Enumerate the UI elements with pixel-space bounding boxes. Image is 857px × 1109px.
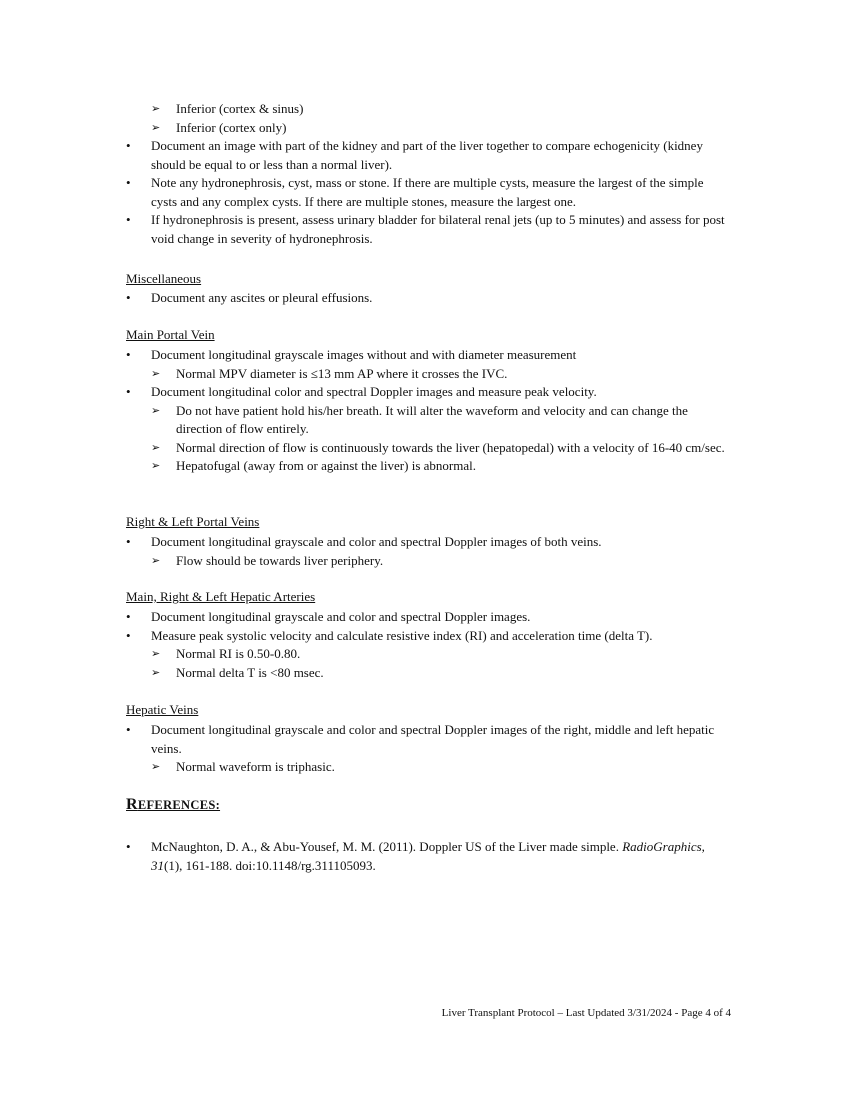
list-item: • Measure peak systolic velocity and calculate resistive index (RI) and acceleration time (delta T). <box>0 627 731 646</box>
kidney-list <box>0 100 857 248</box>
arrow-bullet-icon: ➢ <box>151 665 161 679</box>
hv-list <box>0 721 857 777</box>
list-item: ➢ Normal MPV diameter is ≤13 mm AP where it crosses the IVC. <box>0 365 732 384</box>
list-item: ➢ Normal delta T is <80 msec. <box>0 664 732 683</box>
references-heading: REFERENCES: <box>126 796 221 813</box>
list-item: • Note any hydronephrosis, cyst, mass or stone. If there are multiple cysts, measure the largest of the simple cysts and any complex cysts. If there are multiple stones, measure the largest one. <box>0 174 731 211</box>
list-item: • Document longitudinal color and spectral Doppler images and measure peak velocity. <box>0 383 731 402</box>
arrow-bullet-icon: ➢ <box>151 647 161 660</box>
rlpv-list <box>0 533 857 570</box>
arrow-bullet-icon: ➢ <box>151 102 161 115</box>
section-heading-miscellaneous: Miscellaneous <box>126 271 202 286</box>
list-item: ➢ Hepatofugal (away from or against the liver) is abnormal. <box>0 457 732 476</box>
arrow-bullet-icon: ➢ <box>151 366 161 380</box>
list-item: • Document longitudinal grayscale and color and spectral Doppler images of both veins. <box>0 533 731 552</box>
section-heading-right-left-portal-veins: Right & Left Portal Veins <box>126 514 260 529</box>
references-list <box>0 838 857 875</box>
page-footer: Liver Transplant Protocol – Last Updated 3/31/2024 - Page 4 of 4 <box>441 1007 731 1019</box>
list-item: • Document longitudinal grayscale images without and with diameter measurement <box>0 346 731 365</box>
misc-list <box>0 289 857 308</box>
arrow-bullet-icon: ➢ <box>151 553 161 567</box>
section-heading-hepatic-veins: Hepatic Veins <box>126 702 199 717</box>
reference-item: • McNaughton, D. A., & Abu-Yousef, M. M. (2011). Doppler US of the Liver made simple. RadioGraphics, 31(1), 161-188. doi:10.1148/rg.311105093. <box>0 838 731 875</box>
list-item: ➢ Normal waveform is triphasic. <box>0 758 732 777</box>
list-item: ➢ Normal direction of flow is continuously towards the liver (hepatopedal) with a velocity of 16-40 cm/sec. <box>0 439 732 458</box>
list-item: ➢ Inferior (cortex only) <box>0 119 732 138</box>
list-item: ➢ Do not have patient hold his/her breath. It will alter the waveform and velocity and can change the direction of flow entirely. <box>151 402 688 436</box>
list-item: • Document any ascites or pleural effusions. <box>0 289 731 308</box>
section-heading-main-portal-vein: Main Portal Vein <box>126 327 215 342</box>
arrow-bullet-icon: ➢ <box>151 760 161 773</box>
mpv-list <box>0 346 857 476</box>
ha-list <box>0 608 857 682</box>
list-item: ➢ Normal RI is 0.50-0.80. <box>0 645 732 664</box>
list-item: • Document longitudinal grayscale and color and spectral Doppler images of the right, middle and left hepatic veins. <box>0 721 731 758</box>
arrow-bullet-icon: ➢ <box>151 440 161 454</box>
arrow-bullet-icon: ➢ <box>151 120 161 134</box>
list-item: • Document an image with part of the kidney and part of the liver together to compare echogenicity (kidney should be equal to or less than a normal liver). <box>0 137 731 174</box>
list-item: ➢ Flow should be towards liver periphery. <box>0 552 732 571</box>
section-heading-hepatic-arteries: Main, Right & Left Hepatic Arteries <box>126 589 316 604</box>
list-item: • If hydronephrosis is present, assess urinary bladder for bilateral renal jets (up to 5 minutes) and assess for post void change in severity of hydronephrosis. <box>0 211 731 248</box>
arrow-bullet-icon: ➢ <box>151 459 161 472</box>
list-item: ➢ Inferior (cortex & sinus) <box>0 100 732 119</box>
arrow-bullet-icon: ➢ <box>151 403 161 417</box>
list-item: • Document longitudinal grayscale and color and spectral Doppler images. <box>0 608 731 627</box>
